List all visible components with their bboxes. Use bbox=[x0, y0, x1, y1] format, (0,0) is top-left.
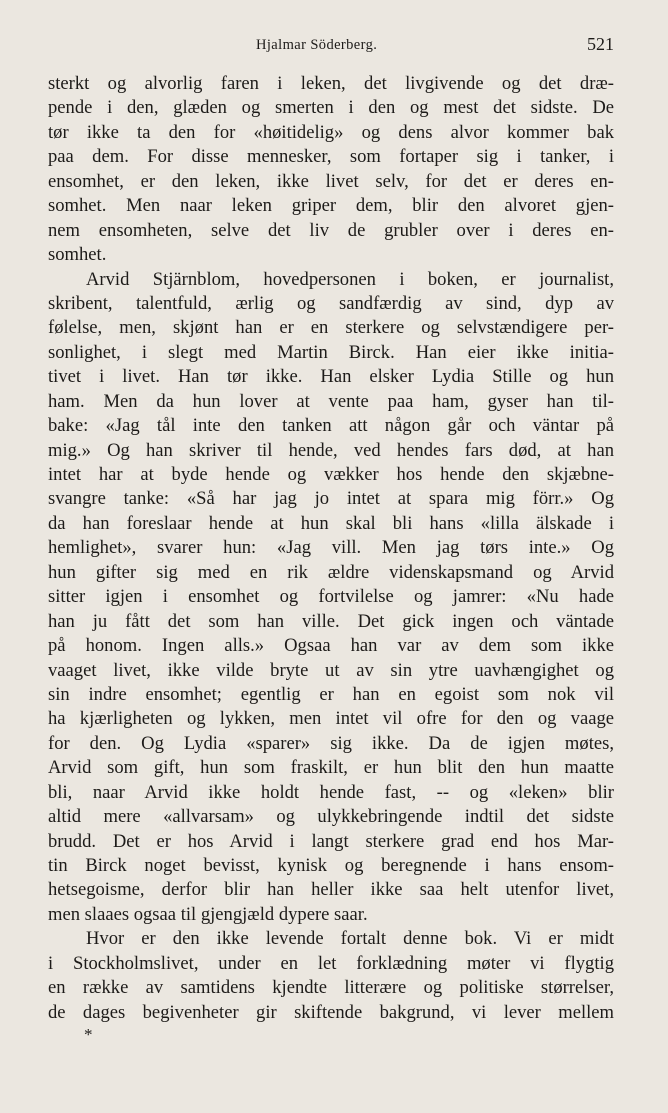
text-line: pende i den, glæden og smerten i den og mest det sidste. De bbox=[48, 97, 614, 119]
footnote-mark: * bbox=[84, 1025, 93, 1044]
text-line: hemlighet», svarer hun: «Jag vill. Men jag tørs inte.» Og bbox=[48, 537, 614, 559]
text-line: sitter igjen i ensomhet og fortvilelse og jamrer: «Nu hade bbox=[48, 586, 614, 608]
text-line: tør ikke ta den for «høitidelig» og dens alvor kommer bak bbox=[48, 121, 614, 143]
text-line: intet har at byde hende og vækker hos hende den skjæbne- bbox=[48, 464, 614, 485]
text-line: ham. Men da hun lover at vente paa ham, gyser han til- bbox=[48, 390, 614, 412]
text-line: en række av samtidens kjendte litterære og politiske størrelser, bbox=[48, 977, 614, 999]
text-line: Arvid som gift, hun som fraskilt, er hun blit den hun maatte bbox=[48, 757, 614, 779]
body-text bbox=[48, 72, 614, 1025]
text-line: Hvor er den ikke levende fortalt denne bok. Vi er midt bbox=[86, 928, 614, 950]
text-line: brudd. Det er hos Arvid i langt sterkere grad end hos Mar- bbox=[48, 830, 614, 852]
text-line: bake: «Jag tål inte den tanken att någon går och väntar på bbox=[48, 415, 614, 437]
text-line: somhet. bbox=[48, 244, 107, 266]
text-line: de dages begivenheter gir skiftende bakgrund, vi lever mellem bbox=[48, 1001, 614, 1023]
text-line: ensomhet, er den leken, ikke livet selv, for det er deres en- bbox=[48, 170, 614, 192]
page-header bbox=[48, 34, 614, 58]
text-line: ha kjærligheten og lykken, men intet vil ofre for den og vaage bbox=[48, 708, 614, 730]
text-line: men slaaes ogsaa til gjengjæld dypere saar. bbox=[48, 903, 368, 925]
text-line: nem ensomheten, selve det liv de grubler over i deres en- bbox=[48, 219, 614, 241]
page-number: 521 bbox=[587, 34, 614, 54]
text-line: i Stockholmslivet, under en let forklædning møter vi flygtig bbox=[48, 952, 614, 974]
text-line: somhet. Men naar leken griper dem, blir den alvoret gjen- bbox=[48, 195, 614, 217]
text-line: mig.» Og han skriver til hende, ved hendes fars død, at han bbox=[48, 439, 614, 461]
text-line: skribent, talentfuld, ærlig og sandfærdig av sind, dyp av bbox=[48, 292, 614, 314]
text-line: sonlighet, i slegt med Martin Birck. Han eier ikke initia- bbox=[48, 341, 614, 363]
text-line: hun gifter sig med en rik ældre videnskapsmand og Arvid bbox=[48, 561, 614, 583]
text-line: følelse, men, skjønt han er en sterkere og selvstændigere per- bbox=[48, 317, 614, 339]
text-line: tin Birck noget bevisst, kynisk og beregnende i hans ensom- bbox=[48, 855, 614, 876]
text-line: Arvid Stjärnblom, hovedpersonen i boken, er journalist, bbox=[86, 268, 614, 290]
text-line: paa dem. For disse mennesker, som fortaper sig i tanker, i bbox=[48, 146, 614, 168]
text-line: for den. Og Lydia «sparer» sig ikke. Da de igjen møtes, bbox=[48, 732, 614, 754]
text-line: sin indre ensomhet; egentlig er han en egoist som nok vil bbox=[48, 683, 614, 705]
text-line: bli, naar Arvid ikke holdt hende fast, -- og «leken» blir bbox=[48, 781, 614, 803]
text-line: da han foreslaar hende at hun skal bli hans «lilla älskade i bbox=[48, 512, 614, 534]
text-line: svangre tanke: «Så har jag jo intet at spara mig förr.» Og bbox=[48, 488, 614, 510]
text-line: han ju fått det som han ville. Det gick ingen och väntade bbox=[48, 610, 614, 632]
text-line: hetsegoisme, derfor blir han heller ikke saa helt utenfor livet, bbox=[48, 879, 614, 901]
running-title: Hjalmar Söderberg. bbox=[256, 37, 378, 53]
text-line: tivet i livet. Han tør ikke. Han elsker Lydia Stille og hun bbox=[48, 366, 614, 388]
text-line: sterkt og alvorlig faren i leken, det livgivende og det dræ- bbox=[48, 73, 614, 94]
text-line: på honom. Ingen alls.» Ogsaa han var av dem som ikke bbox=[48, 635, 614, 657]
text-line: vaaget livet, ikke vilde bryte ut av sin ytre uavhængighet og bbox=[48, 659, 614, 681]
text-line: altid mere «allvarsam» og ulykkebringende indtil det sidste bbox=[48, 806, 614, 828]
